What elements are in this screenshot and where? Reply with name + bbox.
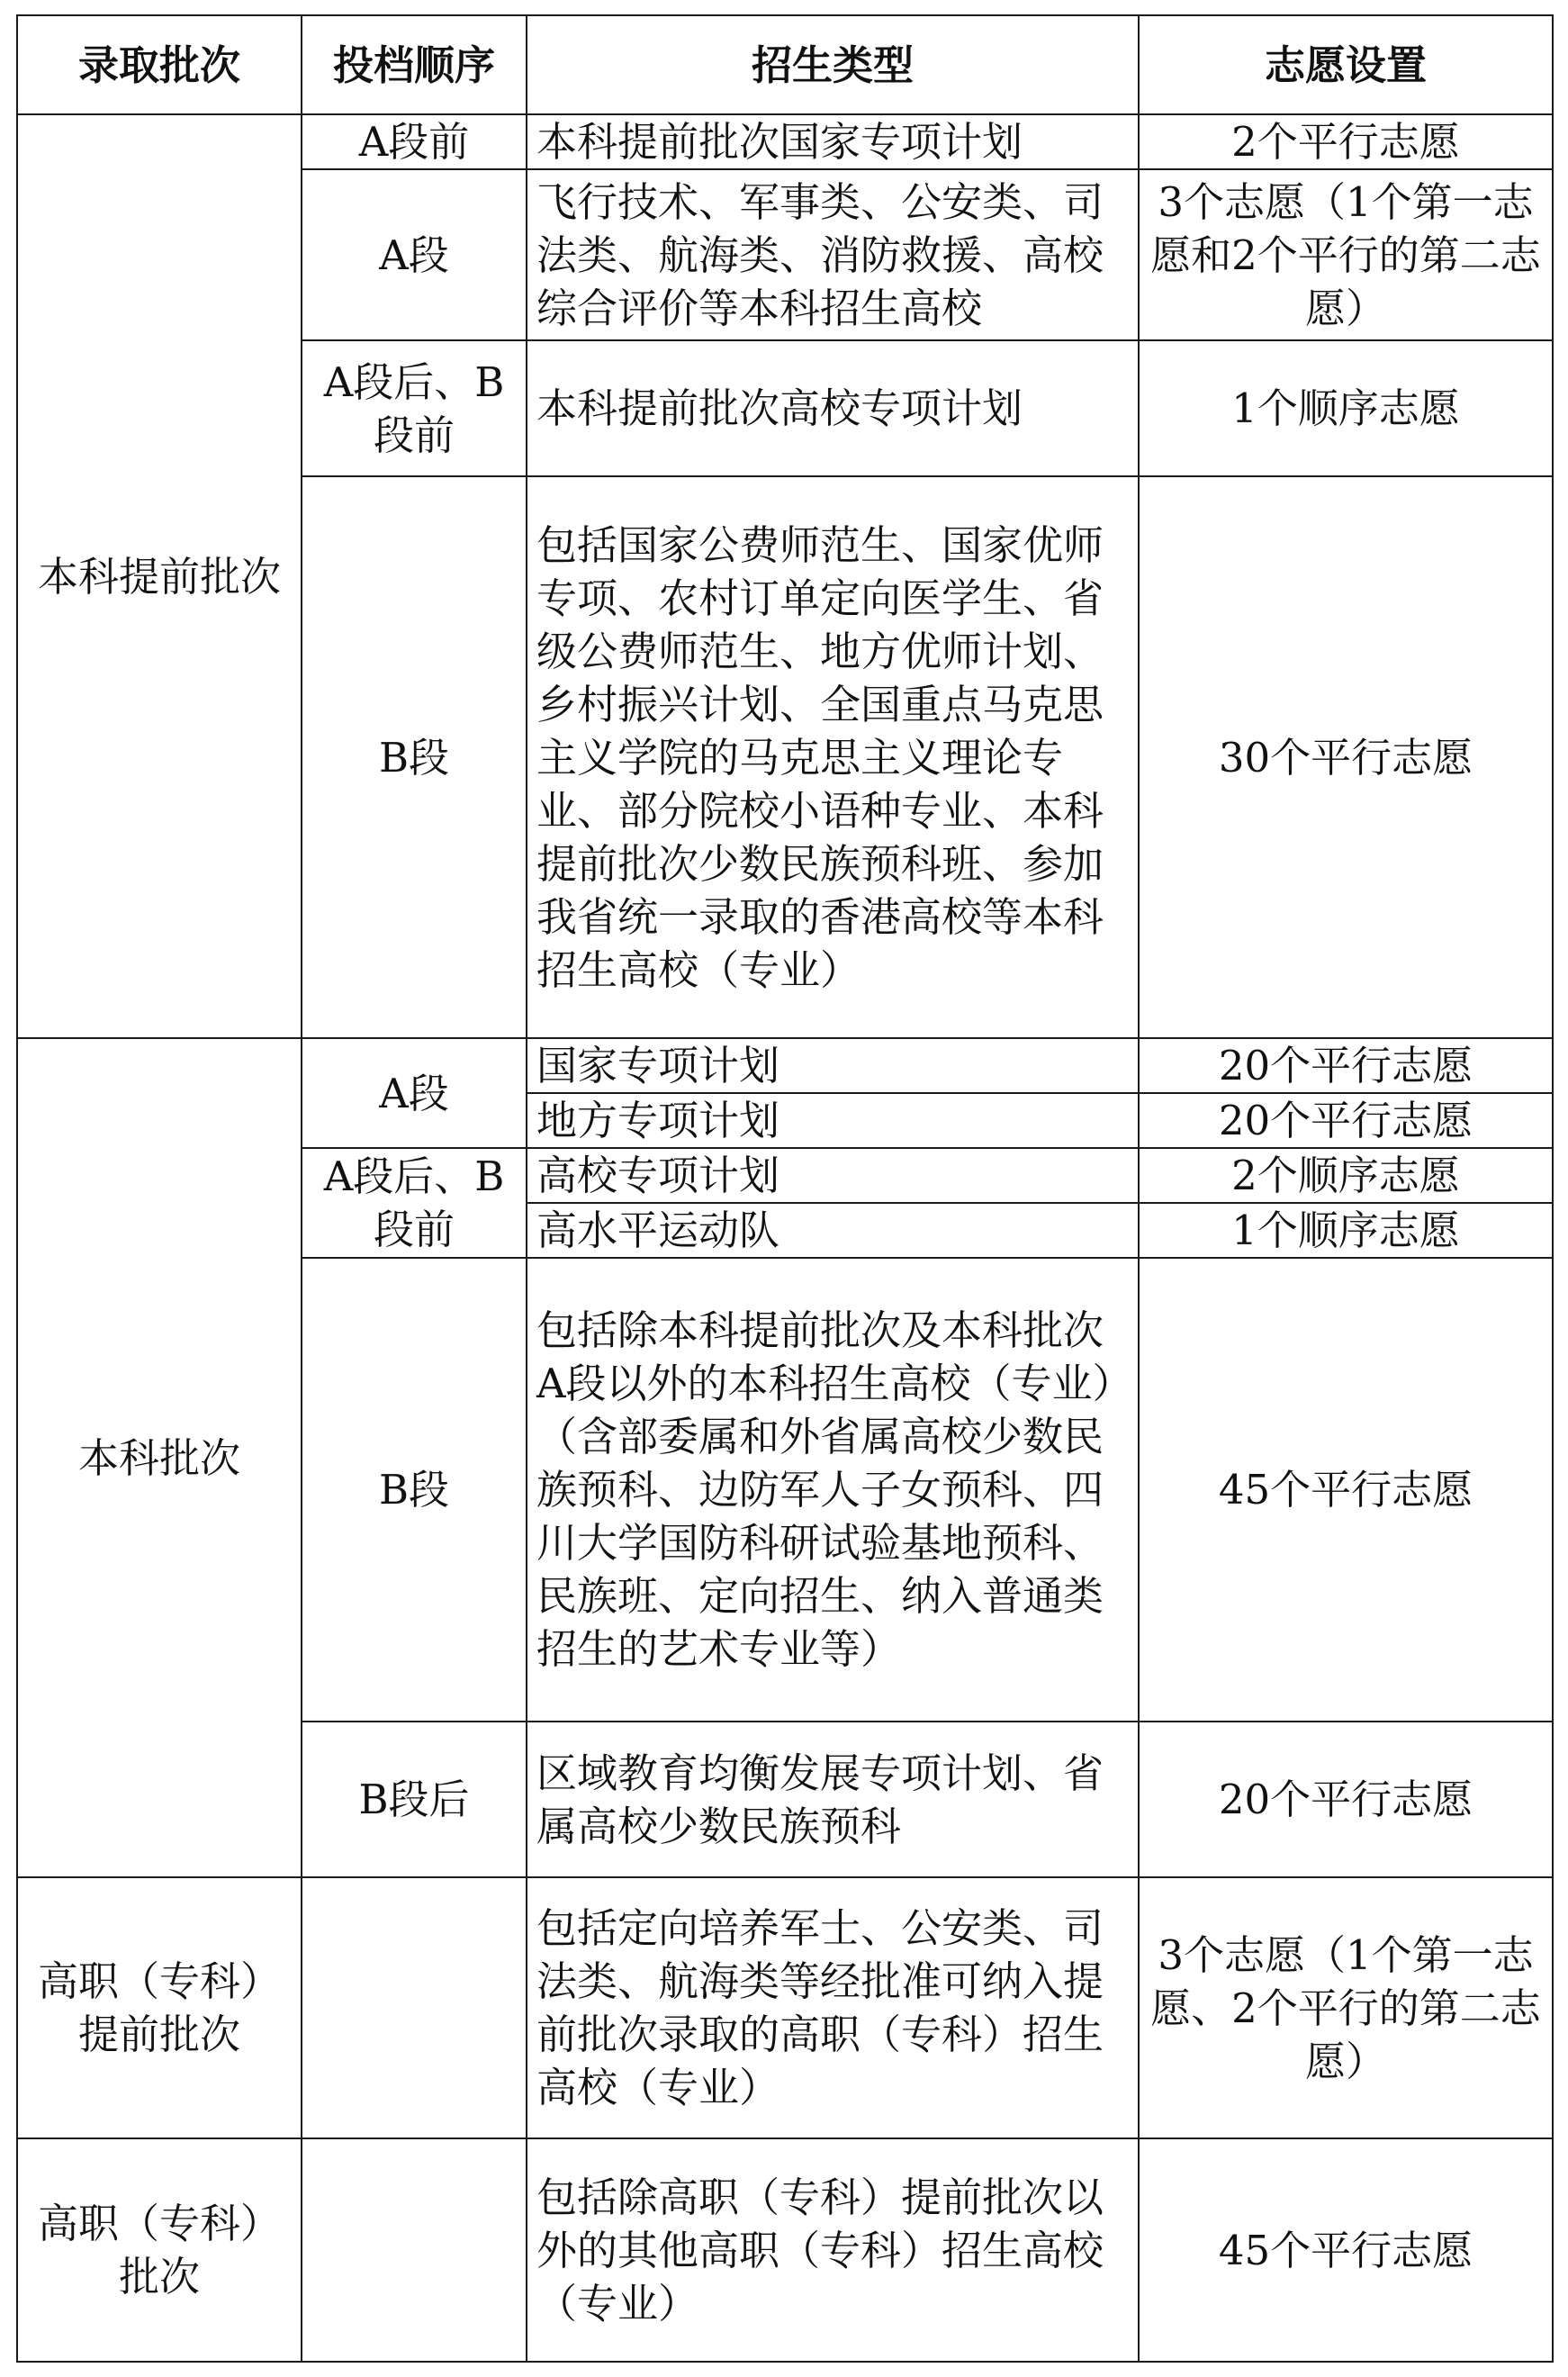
order-cell: A段后、B段前 [302,340,527,476]
batch-cell: 高职（专科）提前批次 [17,1877,302,2138]
choices-cell: 20个平行志愿 [1139,1722,1553,1877]
header-choices: 志愿设置 [1139,15,1553,114]
order-cell [302,1877,527,2138]
header-row [17,15,1553,114]
table-row [17,114,1553,169]
type-cell: 高校专项计划 [527,1148,1139,1203]
type-cell: 地方专项计划 [527,1093,1139,1148]
choices-cell: 3个志愿（1个第一志愿、2个平行的第二志愿） [1139,1877,1553,2138]
choices-cell: 2个平行志愿 [1139,114,1553,169]
order-cell: B段 [302,1258,527,1722]
type-cell: 区域教育均衡发展专项计划、省属高校少数民族预科 [527,1722,1139,1877]
choices-cell: 45个平行志愿 [1139,1258,1553,1722]
type-cell: 国家专项计划 [527,1038,1139,1093]
table-row [17,1877,1553,2138]
choices-cell: 20个平行志愿 [1139,1093,1553,1148]
order-cell: A段 [302,1038,527,1148]
order-cell: B段 [302,476,527,1038]
type-cell: 包括国家公费师范生、国家优师专项、农村订单定向医学生、省级公费师范生、地方优师计划、乡村振兴计划、全国重点马克思主义学院的马克思主义理论专业、部分院校小语种专业、本科提前批次少数民族预科班、参加我省统一录取的香港高校等本科招生高校（专业） [527,476,1139,1038]
order-cell [302,2138,527,2362]
header-order: 投档顺序 [302,15,527,114]
admission-table [16,14,1554,2363]
type-cell: 飞行技术、军事类、公安类、司法类、航海类、消防救援、高校综合评价等本科招生高校 [527,169,1139,340]
type-cell: 包括除本科提前批次及本科批次A段以外的本科招生高校（专业）（含部委属和外省属高校少数民族预科、边防军人子女预科、四川大学国防科研试验基地预科、民族班、定向招生、纳入普通类招生的艺术专业等） [527,1258,1139,1722]
type-cell: 包括定向培养军士、公安类、司法类、航海类等经批准可纳入提前批次录取的高职（专科）招生高校（专业） [527,1877,1139,2138]
order-cell: B段后 [302,1722,527,1877]
choices-cell: 3个志愿（1个第一志愿和2个平行的第二志愿） [1139,169,1553,340]
header-type: 招生类型 [527,15,1139,114]
batch-cell: 本科提前批次 [17,114,302,1038]
choices-cell: 2个顺序志愿 [1139,1148,1553,1203]
order-cell: A段前 [302,114,527,169]
type-cell: 包括除高职（专科）提前批次以外的其他高职（专科）招生高校（专业） [527,2138,1139,2362]
choices-cell: 1个顺序志愿 [1139,340,1553,476]
choices-cell: 30个平行志愿 [1139,476,1553,1038]
order-cell: A段 [302,169,527,340]
order-cell: A段后、B段前 [302,1148,527,1258]
header-batch: 录取批次 [17,15,302,114]
choices-cell: 45个平行志愿 [1139,2138,1553,2362]
table-row [17,2138,1553,2362]
batch-cell: 高职（专科）批次 [17,2138,302,2362]
table-row [17,1038,1553,1093]
type-cell: 本科提前批次国家专项计划 [527,114,1139,169]
choices-cell: 1个顺序志愿 [1139,1203,1553,1258]
type-cell: 高水平运动队 [527,1203,1139,1258]
batch-cell: 本科批次 [17,1038,302,1877]
choices-cell: 20个平行志愿 [1139,1038,1553,1093]
type-cell: 本科提前批次高校专项计划 [527,340,1139,476]
